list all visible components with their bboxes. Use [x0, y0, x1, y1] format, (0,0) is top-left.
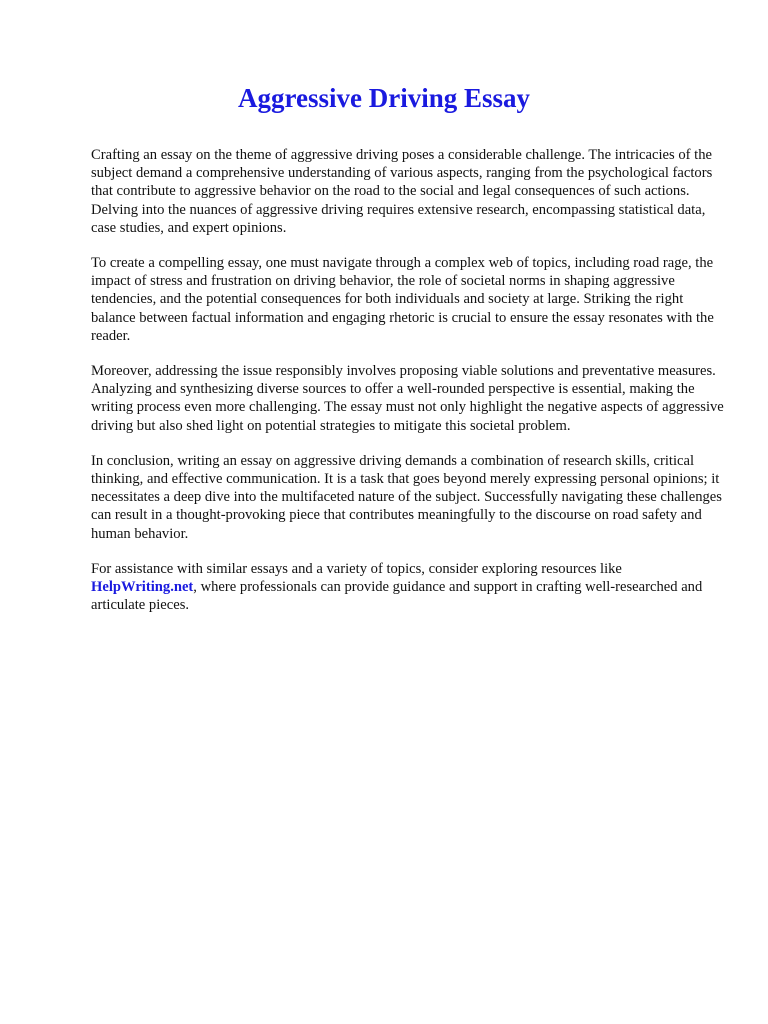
page-title: Aggressive Driving Essay — [237, 83, 530, 113]
closing-text-before: For assistance with similar essays and a variety of topics, consider exploring resources like — [91, 560, 622, 577]
paragraph-2: To create a compelling essay, one must navigate through a complex web of topics, including road rage, the impact of stress and frustration on driving behavior, the role of societal norms in shaping aggressive tendencies, and the potential consequences for both individuals and society at large. Striking the right balance between factual information and engaging rhetoric is crucial to ensure the essay resonates with the reader. — [91, 255, 714, 344]
paragraph-1: Crafting an essay on the theme of aggressive driving poses a considerable challenge. The intricacies of the subject demand a comprehensive understanding of various aspects, ranging from the psychological factors that contribute to aggressive behavior on the road to the social and legal consequences of such actions. Delving into the nuances of aggressive driving requires extensive research, encompassing statistical data, case studies, and expert opinions. — [91, 147, 713, 236]
essay-body — [91, 146, 731, 631]
paragraph-3: Moreover, addressing the issue responsibly involves proposing viable solutions and preventative measures. Analyzing and synthesizing diverse sources to offer a well-rounded perspective is essential, making the writing process even more challenging. The essay must not only highlight the negative aspects of aggressive driving but also shed light on potential strategies to mitigate this societal problem. — [91, 363, 724, 434]
closing-paragraph — [91, 560, 731, 615]
closing-text-after: , where professionals can provide guidance and support in crafting well-researched and articulate pieces. — [91, 579, 703, 614]
helpwriting-link[interactable]: HelpWriting.net — [91, 579, 194, 596]
paragraph-4: In conclusion, writing an essay on aggressive driving demands a combination of research skills, critical thinking, and effective communication. It is a task that goes beyond merely expressing personal opinions; it necessitates a deep dive into the multifaceted nature of the subject. Successfully navigating these challenges can result in a thought-provoking piece that contributes meaningfully to the discourse on road safety and human behavior. — [91, 452, 722, 542]
